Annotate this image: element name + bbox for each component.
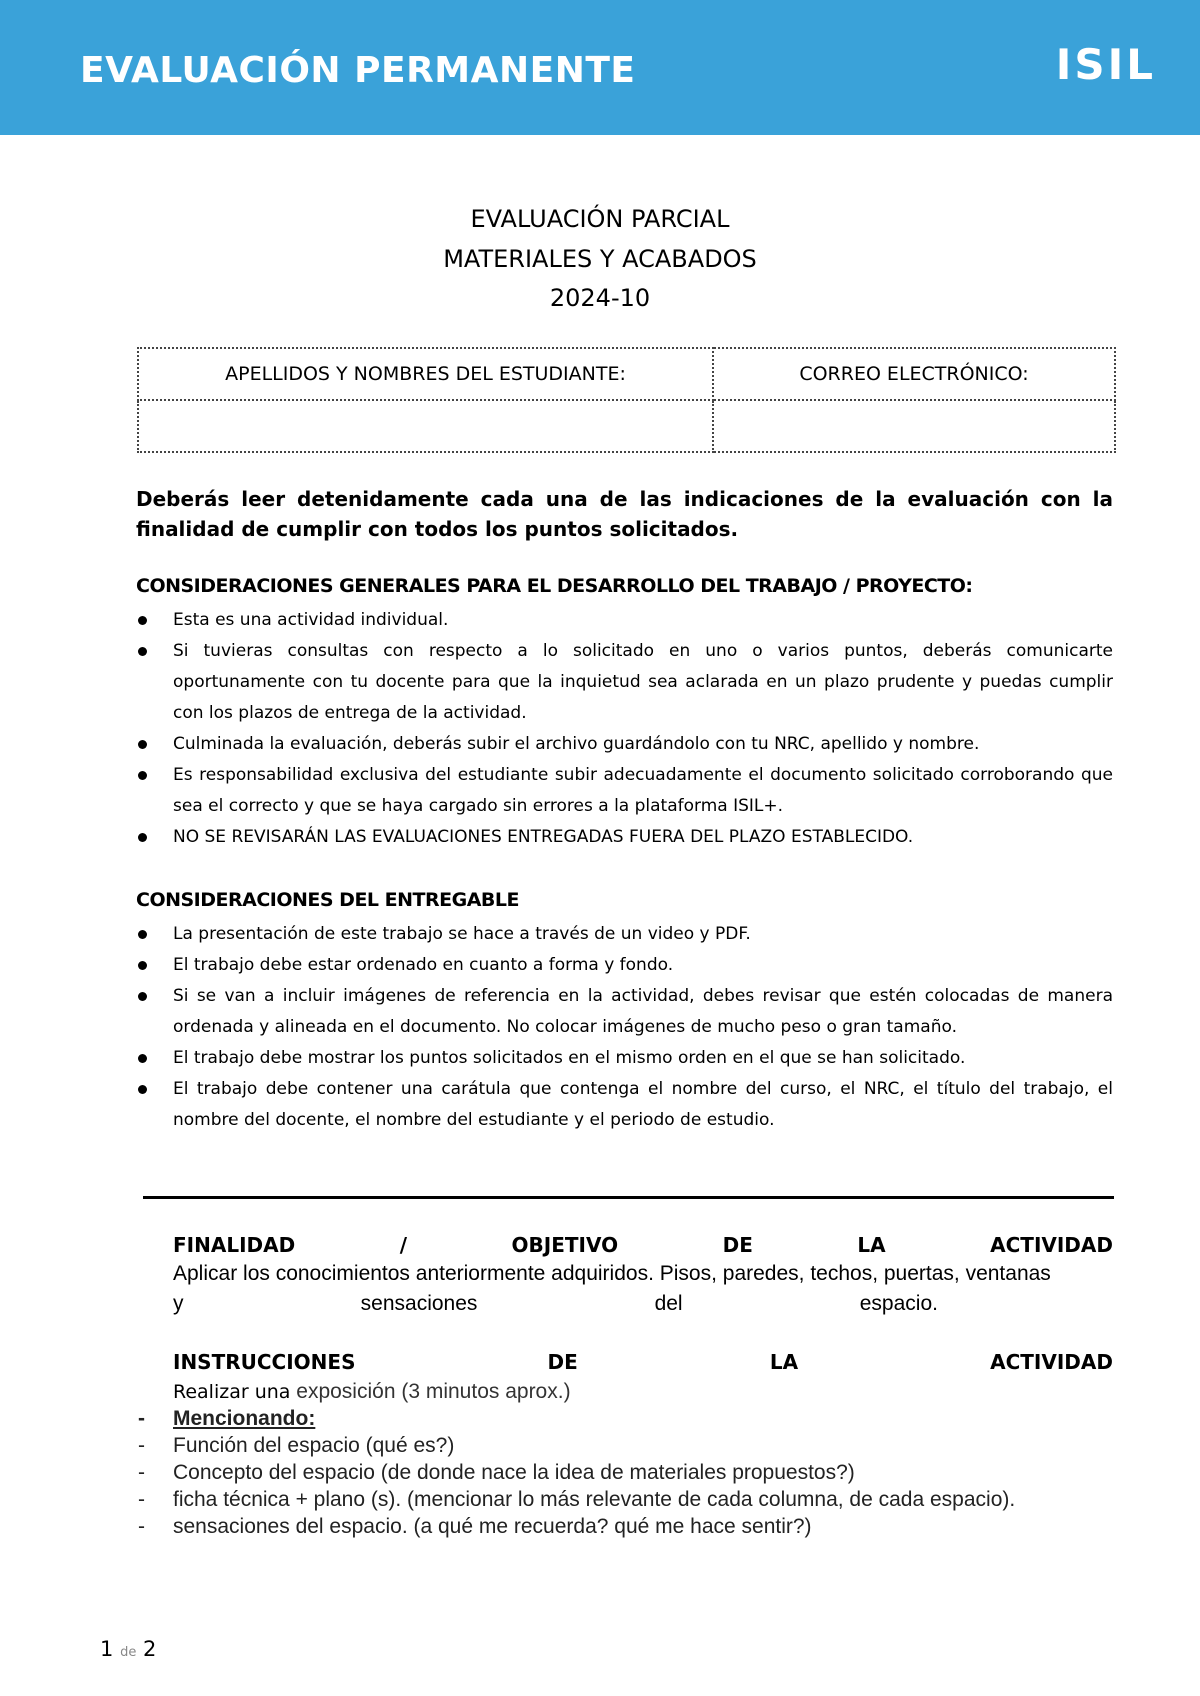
- list-item: Si se van a incluir imágenes de referencia en la actividad, debes revisar que estén colocadas de manera ordenada y alineada en el documento. No colocar imágenes de mucho peso o gran tamaño.: [136, 981, 1113, 1043]
- page-current: 1: [100, 1637, 114, 1661]
- header-banner: [0, 0, 1200, 135]
- general-considerations-list: [136, 605, 1113, 853]
- objective-word: y: [173, 1292, 184, 1315]
- objective-heading-word: OBJETIVO: [511, 1233, 619, 1257]
- dash-bullet: -: [138, 1461, 145, 1484]
- instructions-heading-word: DE: [547, 1350, 578, 1374]
- instructions-lead-bold: Realizar una: [173, 1381, 291, 1403]
- dash-bullet: -: [138, 1488, 145, 1511]
- page-of: de: [120, 1645, 137, 1660]
- list-item: Es responsabilidad exclusiva del estudiante subir adecuadamente el documento solicitado corroborando que sea el correcto y que se haya cargado sin errores a la plataforma ISIL+.: [136, 760, 1113, 822]
- instruction-item-text: Concepto del espacio (de donde nace la idea de materiales propuestos?): [173, 1461, 855, 1484]
- doc-heading-2: MATERIALES Y ACABADOS: [443, 245, 757, 273]
- mention-row: [138, 1407, 315, 1431]
- list-item: NO SE REVISARÁN LAS EVALUACIONES ENTREGADAS FUERA DEL PLAZO ESTABLECIDO.: [136, 822, 1113, 853]
- objective-heading-word: LA: [857, 1233, 886, 1257]
- instruction-item-text: Función del espacio (qué es?): [173, 1434, 455, 1457]
- instruction-item: [138, 1434, 454, 1458]
- dash-bullet: -: [138, 1434, 145, 1457]
- student-info-table: [137, 347, 1116, 453]
- objective-heading: [173, 1233, 1113, 1257]
- objective-word: sensaciones: [360, 1292, 478, 1315]
- doc-heading-1: EVALUACIÓN PARCIAL: [470, 205, 730, 233]
- objective-word: del: [654, 1292, 683, 1315]
- objective-heading-word: ACTIVIDAD: [990, 1233, 1113, 1257]
- list-item: La presentación de este trabajo se hace a través de un video y PDF.: [136, 919, 1113, 950]
- objective-text-line-1: Aplicar los conocimientos anteriormente adquiridos. Pisos, paredes, techos, puertas, ventanas: [173, 1262, 1051, 1285]
- instruction-item-text: ficha técnica + plano (s). (mencionar lo más relevante de cada columna, de cada espacio).: [173, 1488, 1016, 1511]
- dash-bullet: -: [138, 1407, 145, 1430]
- list-item: Si tuvieras consultas con respecto a lo solicitado en uno o varios puntos, deberás comunicarte oportunamente con tu docente para que la inquietud sea aclarada en un plazo prudente y puedas cumplir con los plazos de entrega de la actividad.: [136, 636, 1113, 729]
- student-name-field[interactable]: [138, 400, 713, 452]
- instruction-item: [138, 1461, 855, 1485]
- instructions-heading: [173, 1350, 1113, 1374]
- instruction-item-text: sensaciones del espacio. (a qué me recuerda? qué me hace sentir?): [173, 1515, 812, 1538]
- instructions-lead-rest: exposición (3 minutos aprox.): [290, 1380, 571, 1403]
- instructions-heading-word: ACTIVIDAD: [990, 1350, 1113, 1374]
- objective-word: espacio.: [859, 1292, 938, 1315]
- list-item: Culminada la evaluación, deberás subir el archivo guardándolo con tu NRC, apellido y nombre.: [136, 729, 1113, 760]
- header-title: EVALUACIÓN PERMANENTE: [80, 50, 636, 91]
- objective-text-line-2: [173, 1292, 938, 1316]
- instruction-item: [138, 1515, 812, 1539]
- doc-heading-3: 2024-10: [549, 284, 651, 312]
- page-total: 2: [143, 1637, 157, 1661]
- student-name-label: APELLIDOS Y NOMBRES DEL ESTUDIANTE:: [138, 348, 713, 400]
- intro-text: Deberás leer detenidamente cada una de las indicaciones de la evaluación con la finalidad de cumplir con todos los puntos solicitados.: [136, 487, 1113, 541]
- instructions-lead: [173, 1380, 1113, 1404]
- dash-bullet: -: [138, 1515, 145, 1538]
- objective-heading-word: /: [399, 1233, 408, 1257]
- instruction-item: [138, 1488, 1015, 1512]
- mention-label: Mencionando:: [173, 1407, 316, 1430]
- student-email-label: CORREO ELECTRÓNICO:: [713, 348, 1115, 400]
- general-considerations-title: CONSIDERACIONES GENERALES PARA EL DESARROLLO DEL TRABAJO / PROYECTO:: [136, 575, 973, 597]
- list-item: Esta es una actividad individual.: [136, 605, 1113, 636]
- list-item: El trabajo debe mostrar los puntos solicitados en el mismo orden en el que se han solicitado.: [136, 1043, 1113, 1074]
- list-item: El trabajo debe contener una carátula que contenga el nombre del curso, el NRC, el título del trabajo, el nombre del docente, el nombre del estudiante y el periodo de estudio.: [136, 1074, 1113, 1136]
- page-number: [100, 1637, 156, 1661]
- list-item: El trabajo debe estar ordenado en cuanto a forma y fondo.: [136, 950, 1113, 981]
- instructions-heading-word: INSTRUCCIONES: [173, 1350, 356, 1374]
- section-divider: [143, 1196, 1114, 1199]
- deliverable-considerations-list: [136, 919, 1113, 1136]
- objective-heading-word: FINALIDAD: [173, 1233, 296, 1257]
- isil-logo: ISIL: [1055, 40, 1156, 89]
- deliverable-considerations-title: CONSIDERACIONES DEL ENTREGABLE: [136, 889, 519, 911]
- instructions-heading-word: LA: [769, 1350, 799, 1374]
- student-email-field[interactable]: [713, 400, 1115, 452]
- objective-heading-word: DE: [722, 1233, 753, 1257]
